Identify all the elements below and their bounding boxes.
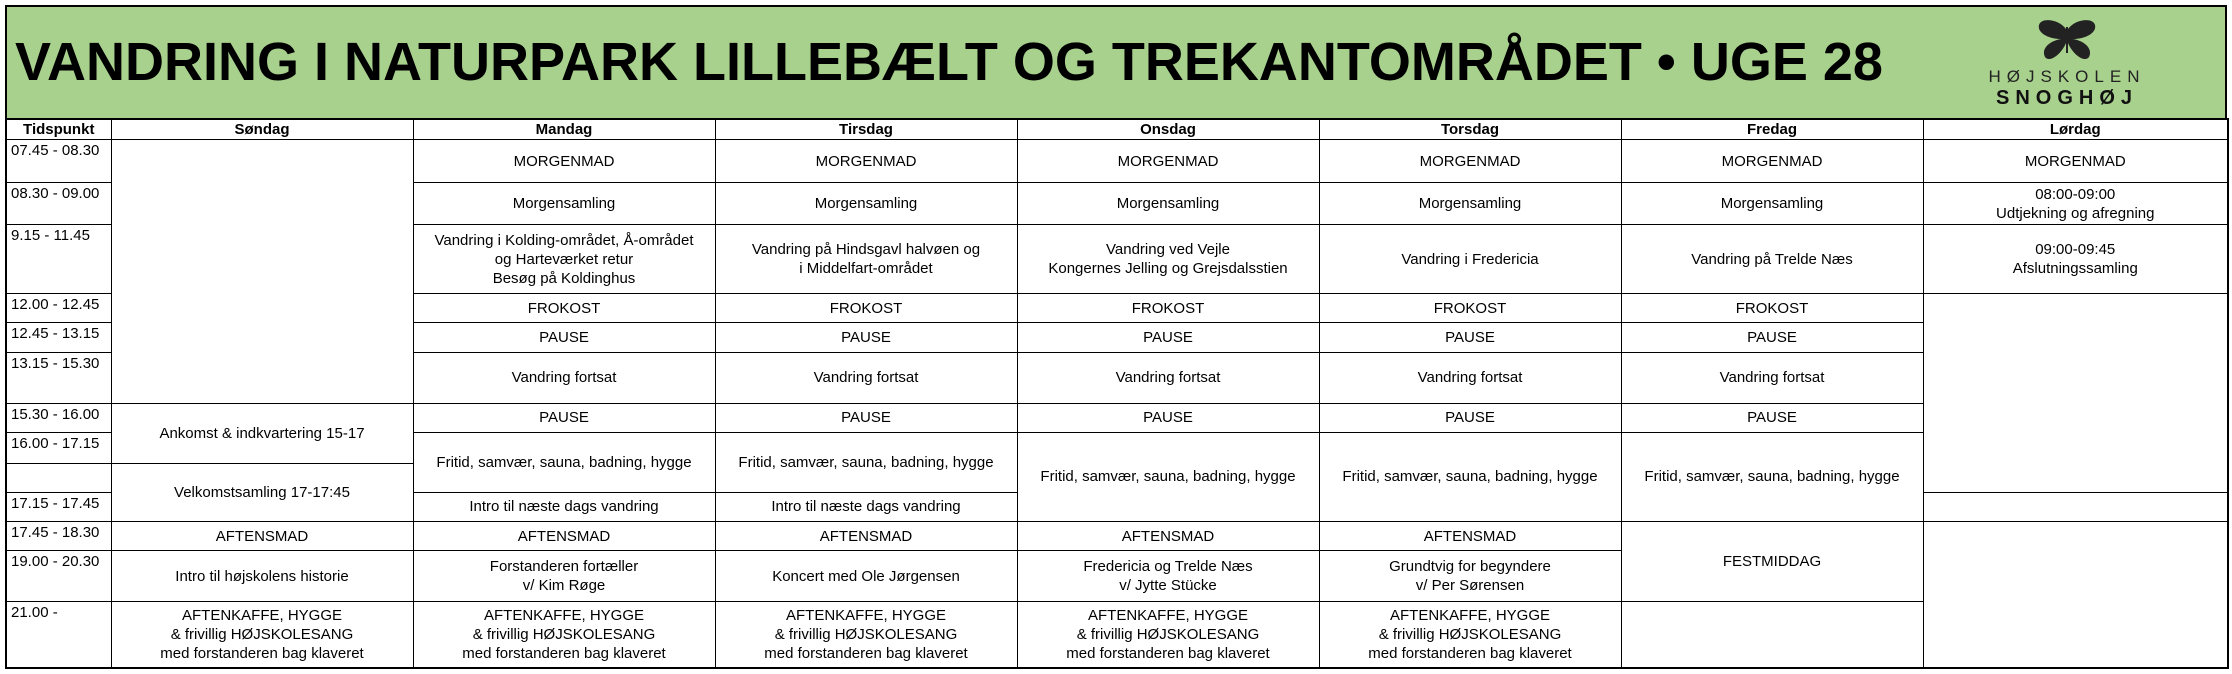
cell-monday-pause: PAUSE [413,323,715,352]
cell-line: v/ Per Sørensen [1415,577,1525,595]
cell-friday-free: Fritid, samvær, sauna, badning, hygge [1621,432,1923,521]
cell-monday-dinner: AFTENSMAD [413,522,715,551]
cell-line: Udtjekning og afregning [1996,204,2155,222]
cell-line: Vandring i Kolding-området, Å-området [434,231,694,249]
cell-thursday-breakfast: MORGENMAD [1319,140,1621,183]
time-cell: 08.30 - 09.00 [6,183,111,225]
cell-line: med forstanderen bag klaveret [1368,645,1572,663]
cell-line: AFTENKAFFE, HYGGE [1087,607,1249,625]
cell-tuesday-lunch: FROKOST [715,294,1017,323]
cell-sunday-evening: Intro til højskolens historie [111,551,413,602]
cell-line: AFTENKAFFE, HYGGE [181,607,343,625]
time-cell: 9.15 - 11.45 [6,225,111,294]
cell-saturday-breakfast: MORGENMAD [1923,140,2228,183]
cell-wednesday-walk-cont: Vandring fortsat [1017,352,1319,403]
cell-thursday-assembly: Morgensamling [1319,183,1621,225]
cell-line: og Harteværket retur [494,250,634,268]
cell-saturday-checkout [1923,183,2228,225]
cell-tuesday-pause-2: PAUSE [715,403,1017,432]
cell-sunday-dinner: AFTENSMAD [111,522,413,551]
cell-monday-evening [413,551,715,602]
table-row [6,522,2228,551]
time-cell: 13.15 - 15.30 [6,352,111,403]
cell-tuesday-walk [715,225,1017,294]
cell-monday-walk-cont: Vandring fortsat [413,352,715,403]
time-cell-empty [6,463,111,492]
cell-friday-walk: Vandring på Trelde Næs [1621,225,1923,294]
cell-monday-free: Fritid, samvær, sauna, badning, hygge [413,432,715,492]
cell-line: & frivillig HØJSKOLESANG [472,626,656,644]
cell-wednesday-assembly: Morgensamling [1017,183,1319,225]
col-header-monday: Mandag [413,119,715,140]
cell-friday-pause: PAUSE [1621,323,1923,352]
table-row [6,140,2228,183]
cell-line: i Middelfart-området [799,260,933,278]
header-row [6,119,2228,140]
logo-line-1: HØJSKOLEN [1988,67,2146,86]
time-cell: 17.15 - 17.45 [6,492,111,521]
col-header-wednesday: Onsdag [1017,119,1319,140]
cell-tuesday-pause: PAUSE [715,323,1017,352]
cell-wednesday-dinner: AFTENSMAD [1017,522,1319,551]
col-header-sunday: Søndag [111,119,413,140]
cell-thursday-walk: Vandring i Fredericia [1319,225,1621,294]
cell-line: Besøg på Koldinghus [492,269,636,287]
cell-line: & frivillig HØJSKOLESANG [170,626,354,644]
col-header-thursday: Torsdag [1319,119,1621,140]
cell-monday-breakfast: MORGENMAD [413,140,715,183]
cell-thursday-evening [1319,551,1621,602]
page-title: VANDRING I NATURPARK LILLEBÆLT OG TREKANTOMRÅDET • UGE 28 [15,32,1883,92]
cell-sunday-night [111,602,413,668]
cell-line: med forstanderen bag klaveret [1066,645,1270,663]
cell-wednesday-pause-2: PAUSE [1017,403,1319,432]
cell-line: med forstanderen bag klaveret [160,645,364,663]
cell-thursday-pause: PAUSE [1319,323,1621,352]
saturday-empty-cell [1923,294,2228,493]
time-cell: 12.00 - 12.45 [6,294,111,323]
cell-monday-pause-2: PAUSE [413,403,715,432]
time-cell: 12.45 - 13.15 [6,323,111,352]
saturday-empty-cell-2 [1923,522,2228,668]
cell-line: & frivillig HØJSKOLESANG [1076,626,1260,644]
col-header-time: Tidspunkt [6,119,111,140]
cell-friday-walk-cont: Vandring fortsat [1621,352,1923,403]
cell-line: v/ Kim Røge [522,577,606,595]
time-cell: 21.00 - [6,602,111,668]
cell-monday-intro-next: Intro til næste dags vandring [413,492,715,521]
cell-tuesday-dinner: AFTENSMAD [715,522,1017,551]
cell-line: Kongernes Jelling og Grejsdalsstien [1048,260,1288,278]
cell-thursday-lunch: FROKOST [1319,294,1621,323]
time-cell: 17.45 - 18.30 [6,522,111,551]
cell-line: & frivillig HØJSKOLESANG [1378,626,1562,644]
cell-line: Vandring ved Vejle [1106,241,1230,259]
cell-thursday-walk-cont: Vandring fortsat [1319,352,1621,403]
cell-thursday-free: Fritid, samvær, sauna, badning, hygge [1319,432,1621,521]
cell-tuesday-walk-cont: Vandring fortsat [715,352,1017,403]
table-row [6,602,2228,668]
time-cell: 19.00 - 20.30 [6,551,111,602]
time-cell: 07.45 - 08.30 [6,140,111,183]
cell-sunday-arrival: Ankomst & indkvartering 15-17 [111,403,413,463]
cell-wednesday-pause: PAUSE [1017,323,1319,352]
cell-wednesday-free: Fritid, samvær, sauna, badning, hygge [1017,432,1319,521]
sunday-empty-cell [111,140,413,404]
time-cell: 15.30 - 16.00 [6,403,111,432]
cell-line: Afslutningssamling [2012,260,2138,278]
cell-line: AFTENKAFFE, HYGGE [483,607,645,625]
cell-friday-pause-2: PAUSE [1621,403,1923,432]
cell-line: Fredericia og Trelde Næs [1083,558,1253,576]
cell-friday-festmiddag: FESTMIDDAG [1621,522,1923,602]
cell-tuesday-intro-next: Intro til næste dags vandring [715,492,1017,521]
cell-friday-breakfast: MORGENMAD [1621,140,1923,183]
school-logo [1987,15,2147,115]
cell-line: med forstanderen bag klaveret [764,645,968,663]
cell-tuesday-evening: Koncert med Ole Jørgensen [715,551,1017,602]
cell-saturday-closing [1923,225,2228,294]
cell-thursday-pause-2: PAUSE [1319,403,1621,432]
time-cell: 16.00 - 17.15 [6,432,111,463]
cell-line: Forstanderen fortæller [489,558,639,576]
table-row [6,403,2228,432]
cell-monday-walk [413,225,715,294]
cell-tuesday-breakfast: MORGENMAD [715,140,1017,183]
col-header-tuesday: Tirsdag [715,119,1017,140]
cell-line: Grundtvig for begyndere [1389,558,1551,576]
schedule-table [5,118,2229,669]
cell-wednesday-lunch: FROKOST [1017,294,1319,323]
page-header [5,5,2227,118]
cell-line: AFTENKAFFE, HYGGE [785,607,947,625]
cell-line: 08:00-09:00 [2035,185,2116,203]
cell-line: v/ Jytte Stücke [1119,577,1217,595]
cell-thursday-night [1319,602,1621,668]
col-header-friday: Fredag [1621,119,1923,140]
cell-friday-night-empty [1621,602,1923,668]
cell-tuesday-free: Fritid, samvær, sauna, badning, hygge [715,432,1017,492]
cell-tuesday-assembly: Morgensamling [715,183,1017,225]
cell-friday-assembly: Morgensamling [1621,183,1923,225]
cell-wednesday-breakfast: MORGENMAD [1017,140,1319,183]
logo-line-2: SNOGHØJ [1995,87,2139,109]
cell-wednesday-walk [1017,225,1319,294]
cell-monday-lunch: FROKOST [413,294,715,323]
cell-friday-lunch: FROKOST [1621,294,1923,323]
cell-line: Vandring på Hindsgavl halvøen og [751,241,981,259]
cell-line: med forstanderen bag klaveret [462,645,666,663]
cell-thursday-dinner: AFTENSMAD [1319,522,1621,551]
cell-wednesday-evening [1017,551,1319,602]
cell-sunday-welcome: Velkomstsamling 17-17:45 [111,463,413,521]
cell-tuesday-night [715,602,1017,668]
butterfly-icon [2035,19,2099,63]
cell-line: 09:00-09:45 [2035,241,2116,259]
cell-line: & frivillig HØJSKOLESANG [774,626,958,644]
cell-wednesday-night [1017,602,1319,668]
cell-monday-assembly: Morgensamling [413,183,715,225]
col-header-saturday: Lørdag [1923,119,2228,140]
cell-line: AFTENKAFFE, HYGGE [1389,607,1551,625]
cell-monday-night [413,602,715,668]
